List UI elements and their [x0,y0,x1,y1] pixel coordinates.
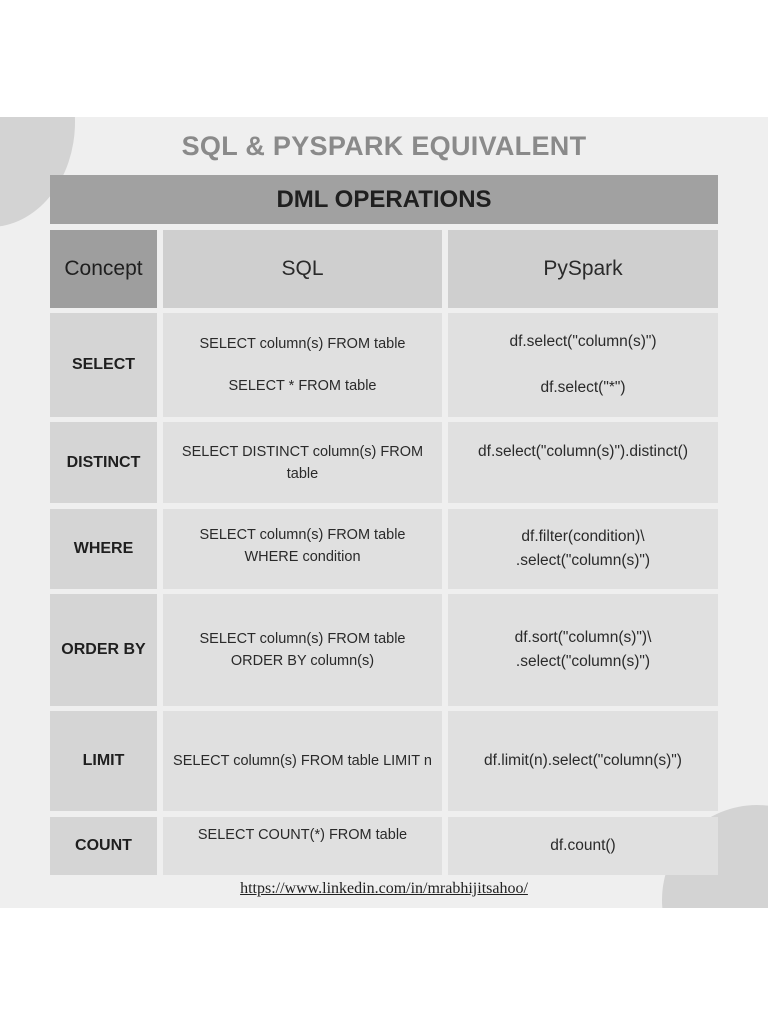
sql-line: WHERE condition [244,549,361,565]
pyspark-line: df.sort("column(s)")\ [514,629,652,646]
header-pyspark: PySpark [448,230,718,308]
section-banner: DML OPERATIONS [50,175,718,224]
pyspark-line: df.filter(condition)\ [521,528,645,545]
sql-line: SELECT column(s) FROM table LIMIT n [173,753,432,769]
sql-cell [163,509,442,589]
linkedin-link[interactable]: https://www.linkedin.com/in/mrabhijitsahoo/ [240,880,528,897]
pyspark-line: df.limit(n).select("column(s)") [484,752,682,769]
pyspark-cell [448,594,718,706]
sql-cell [163,422,442,503]
sql-line: table [286,465,319,482]
concept-cell: LIMIT [50,711,157,811]
pyspark-cell [448,509,718,589]
sql-line: SELECT COUNT(*) FROM table [197,827,408,843]
sql-cell [163,711,442,811]
pyspark-cell [448,422,718,503]
cheatsheet-card [0,117,768,908]
concept-cell: ORDER BY [50,594,157,706]
sql-line: SELECT column(s) FROM table [199,336,406,352]
header-sql: SQL [163,230,442,308]
pyspark-cell [448,313,718,417]
pyspark-line: df.select("column(s)") [509,333,657,350]
sql-line: SELECT DISTINCT column(s) FROM [181,443,424,460]
concept-cell: WHERE [50,509,157,589]
concept-cell: COUNT [50,817,157,875]
header-concept: Concept [50,230,157,308]
sql-cell [163,594,442,706]
pyspark-line: .select("column(s)") [515,653,651,670]
sql-line: SELECT * FROM table [228,378,377,394]
sql-line: ORDER BY column(s) [230,653,375,669]
sql-cell [163,313,442,417]
sql-cell [163,817,442,875]
pyspark-line: df.count() [550,837,616,854]
concept-cell: DISTINCT [50,422,157,503]
pyspark-line: df.select("*") [540,379,626,396]
pyspark-line: df.select("column(s)").distinct() [478,442,688,460]
sql-line: SELECT column(s) FROM table [199,527,406,543]
concept-cell: SELECT [50,313,157,417]
page-title: SQL & PYSPARK EQUIVALENT [181,131,587,161]
pyspark-cell [448,817,718,875]
pyspark-cell [448,711,718,811]
sql-line: SELECT column(s) FROM table [199,631,406,647]
pyspark-line: .select("column(s)") [515,552,651,569]
